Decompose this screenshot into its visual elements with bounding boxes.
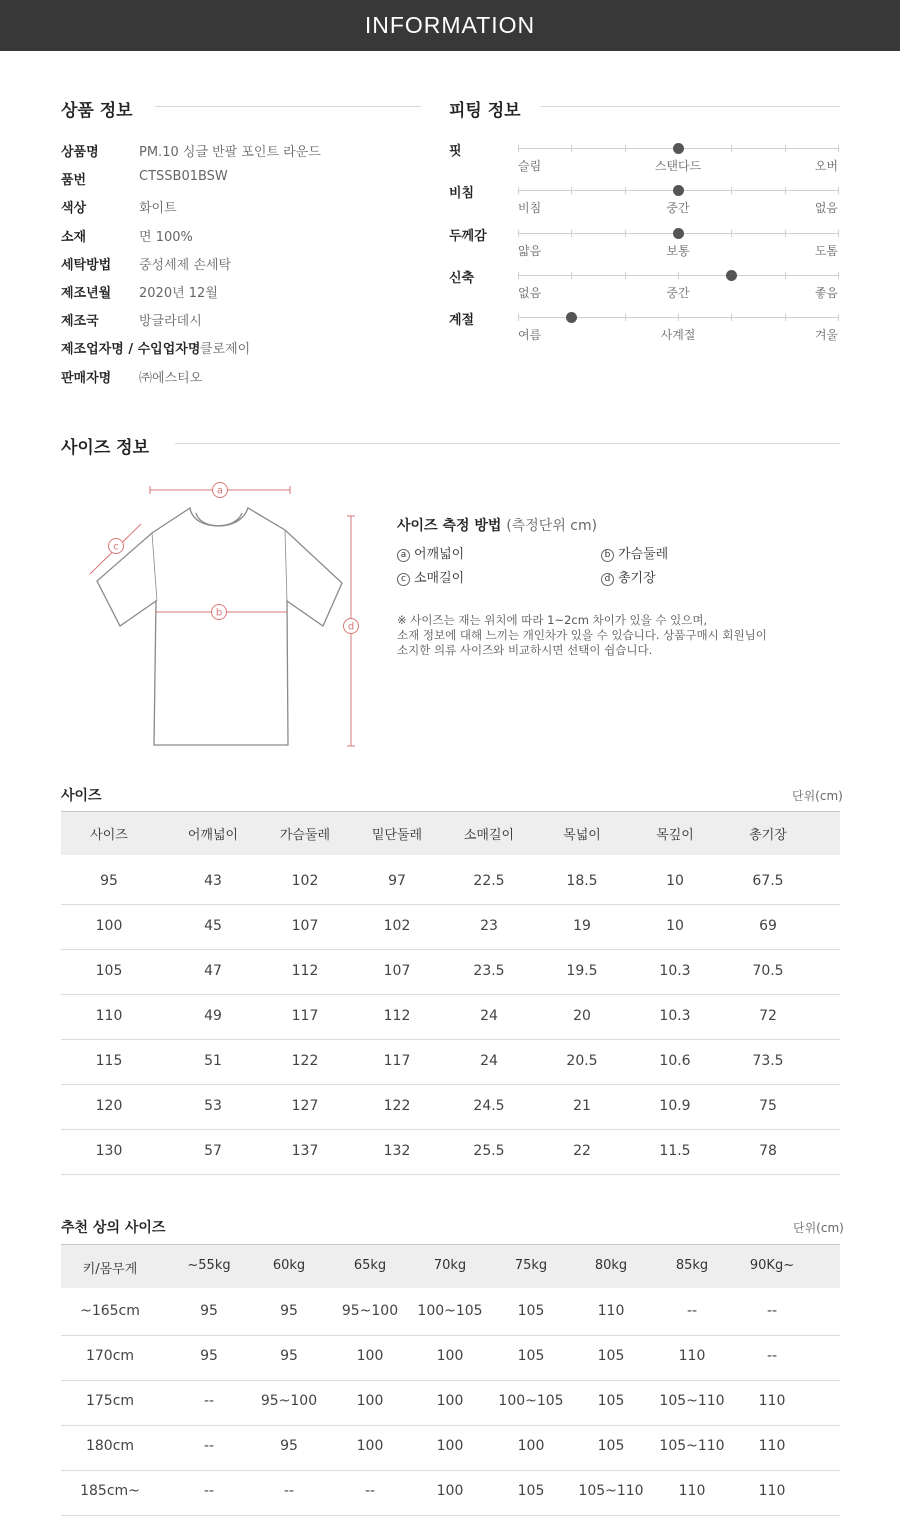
size-table-cell: 43 xyxy=(204,873,222,889)
fitting-tick xyxy=(838,187,839,194)
rec-table-cell: 95 xyxy=(280,1303,298,1319)
product-info-value: 2020년 12월 xyxy=(139,286,218,301)
measure-mark: d xyxy=(601,573,614,586)
fitting-option-left: 없음 xyxy=(518,285,542,300)
fitting-scale xyxy=(518,317,838,318)
size-table-cell: 19.5 xyxy=(566,963,598,979)
rec-table-cell: 110 xyxy=(678,1348,706,1364)
size-table-cell: 97 xyxy=(388,873,406,889)
note-line: 소재 정보에 대해 느끼는 개인차가 있을 수 있습니다. 상품구매시 회원님이 xyxy=(397,628,767,642)
size-info-title: 사이즈 정보 xyxy=(61,438,150,458)
rec-table-cell: 100~105 xyxy=(498,1393,564,1409)
fitting-tick xyxy=(518,314,519,321)
size-table-cell: 10 xyxy=(666,918,684,934)
product-info-label: 세탁방법 xyxy=(61,257,112,273)
diagram-mark-label-a: a xyxy=(216,485,224,497)
fitting-option-mid: 중간 xyxy=(666,201,690,216)
size-table-cell: 105 xyxy=(95,963,123,979)
fitting-label: 신축 xyxy=(449,270,475,286)
size-table-cell: 75 xyxy=(759,1098,777,1114)
product-info-value: CTSSB01BSW xyxy=(139,169,228,185)
fitting-option-mid: 보통 xyxy=(666,243,690,258)
size-table-cell: 24.5 xyxy=(473,1098,505,1114)
size-table-cell: 122 xyxy=(383,1098,411,1114)
size-table-cell: 10.6 xyxy=(659,1053,691,1069)
rec-table-cell: -- xyxy=(766,1303,778,1319)
product-info-label: 소재 xyxy=(61,229,87,245)
fitting-label: 핏 xyxy=(449,144,462,159)
fitting-marker xyxy=(673,228,684,239)
size-table-cell: 107 xyxy=(291,918,319,934)
rec-table-cell: 110 xyxy=(758,1438,786,1454)
size-table-cell: 69 xyxy=(759,918,777,934)
rec-table-cell: 105~110 xyxy=(578,1483,644,1499)
rec-table-cell: -- xyxy=(203,1393,215,1409)
fitting-info-title: 피팅 정보 xyxy=(449,101,521,121)
size-table-cell: 120 xyxy=(95,1098,123,1114)
measure-method-title xyxy=(397,515,597,535)
fitting-tick xyxy=(518,187,519,194)
size-table-unit: 단위(cm) xyxy=(792,789,843,803)
measure-item xyxy=(601,567,656,586)
fitting-tick xyxy=(571,230,572,237)
rec-table-cell: -- xyxy=(283,1483,295,1499)
measure-label: 어깨넓이 xyxy=(414,547,465,562)
rec-table-header-cell: 85kg xyxy=(675,1258,709,1273)
rec-table-cell: -- xyxy=(364,1483,376,1499)
size-table-cell: 57 xyxy=(204,1143,222,1159)
size-table-header-cell: 총기장 xyxy=(749,828,787,843)
size-table-cell: 100 xyxy=(95,918,123,934)
size-table-header-cell: 목깊이 xyxy=(656,828,694,843)
fitting-option-left: 비침 xyxy=(518,201,542,216)
fitting-tick xyxy=(731,187,732,194)
rec-table-cell: 105~110 xyxy=(659,1438,725,1454)
fitting-option-right: 없음 xyxy=(814,201,838,216)
size-table-header-cell: 목넓이 xyxy=(563,828,601,843)
size-table-header-cell: 가슴둘레 xyxy=(279,828,331,843)
note-line: ※ 사이즈는 재는 위치에 따라 1~2cm 차이가 있을 수 있으며, xyxy=(397,613,708,627)
tshirt-diagram xyxy=(80,478,380,753)
fitting-label: 비침 xyxy=(449,186,475,202)
size-table-cell: 18.5 xyxy=(566,873,598,889)
size-table-cell: 11.5 xyxy=(659,1143,691,1159)
fitting-tick xyxy=(625,187,626,194)
size-table-cell: 24 xyxy=(480,1008,498,1024)
product-info-label: 색상 xyxy=(61,201,87,217)
fitting-label: 계절 xyxy=(449,313,475,329)
size-table-row-divider xyxy=(61,904,840,905)
fitting-option-mid: 사계절 xyxy=(660,328,696,343)
note-line: 소지한 의류 사이즈와 비교하시면 선택이 쉽습니다. xyxy=(397,643,653,657)
fitting-option-right: 겨울 xyxy=(814,328,838,343)
size-table-row-divider xyxy=(61,994,840,995)
measure-label: 총기장 xyxy=(618,571,656,586)
size-table-cell: 23.5 xyxy=(473,963,505,979)
fitting-tick xyxy=(838,230,839,237)
size-table-cell: 112 xyxy=(291,963,319,979)
measure-item xyxy=(397,567,464,586)
rec-table-cell: 95~100 xyxy=(260,1393,318,1409)
measure-method-label: 사이즈 측정 방법 xyxy=(397,518,502,534)
size-table-cell: 70.5 xyxy=(752,963,784,979)
size-table-row-divider xyxy=(61,1174,840,1175)
rec-table-cell: -- xyxy=(203,1483,215,1499)
size-table-cell: 22.5 xyxy=(473,873,505,889)
size-table-cell: 67.5 xyxy=(752,873,784,889)
size-table-cell: 115 xyxy=(95,1053,123,1069)
diagram-mark-label-d: d xyxy=(347,621,355,633)
rec-table-cell: 95 xyxy=(200,1348,218,1364)
size-table-cell: 10.9 xyxy=(659,1098,691,1114)
rec-table-cell: 110 xyxy=(597,1303,625,1319)
rec-table-cell: 175cm xyxy=(85,1393,135,1409)
rec-table-cell: 105 xyxy=(597,1438,625,1454)
measure-mark: a xyxy=(397,549,410,562)
diagram-mark-label-b: b xyxy=(215,607,223,619)
rec-table-cell: 105 xyxy=(517,1483,545,1499)
fitting-option-right: 오버 xyxy=(814,159,838,173)
measure-label: 소매길이 xyxy=(414,571,465,586)
rec-table-cell: 95 xyxy=(280,1438,298,1454)
fitting-marker xyxy=(566,312,577,323)
size-table-cell: 20.5 xyxy=(566,1053,598,1069)
rec-table-title: 추천 상의 사이즈 xyxy=(61,1220,166,1236)
size-table-cell: 10.3 xyxy=(659,1008,691,1024)
size-table-header-cell: 사이즈 xyxy=(90,828,128,843)
fitting-marker xyxy=(673,143,684,154)
fitting-scale xyxy=(518,148,838,149)
size-table-row-divider xyxy=(61,949,840,950)
fitting-tick xyxy=(625,272,626,279)
product-info-value: PM.10 싱글 반팔 포인트 라운드 xyxy=(139,145,321,160)
size-table-cell: 47 xyxy=(204,963,222,979)
rec-table-row-divider xyxy=(61,1380,840,1381)
fitting-tick xyxy=(678,272,679,279)
measure-label: 가슴둘레 xyxy=(618,547,669,562)
size-table-cell: 72 xyxy=(759,1008,777,1024)
fitting-tick xyxy=(678,314,679,321)
fitting-tick xyxy=(785,314,786,321)
size-table-cell: 78 xyxy=(759,1143,777,1159)
rec-table-row-divider xyxy=(61,1515,840,1516)
size-table-cell: 19 xyxy=(573,918,591,934)
rec-table-header-cell: 90Kg~ xyxy=(749,1258,795,1273)
size-info-divider xyxy=(175,443,840,444)
fitting-tick xyxy=(518,230,519,237)
fitting-tick xyxy=(785,187,786,194)
fitting-scale xyxy=(518,233,838,234)
rec-table-cell: ~165cm xyxy=(80,1303,140,1319)
product-info-value: 방글라데시 xyxy=(139,314,202,330)
rec-table-cell: 185cm~ xyxy=(80,1483,140,1499)
rec-table-header-cell: 80kg xyxy=(594,1258,628,1273)
fitting-tick xyxy=(571,272,572,279)
fitting-tick xyxy=(785,230,786,237)
rec-table-header-cell: 60kg xyxy=(272,1258,306,1273)
fitting-tick xyxy=(518,272,519,279)
fitting-tick xyxy=(625,314,626,321)
rec-table-cell: -- xyxy=(686,1303,698,1319)
fitting-tick xyxy=(838,314,839,321)
measure-mark: c xyxy=(397,573,410,586)
fitting-tick xyxy=(785,145,786,152)
product-info-label: 제조업자명 / 수입업자명 xyxy=(61,342,201,358)
size-table-cell: 10.3 xyxy=(659,963,691,979)
size-table-row-divider xyxy=(61,1039,840,1040)
fitting-option-left: 여름 xyxy=(518,328,542,343)
size-table-cell: 137 xyxy=(291,1143,319,1159)
rec-table-cell: 95~100 xyxy=(341,1303,399,1319)
rec-table-cell: 100 xyxy=(436,1393,464,1409)
diagram-mark-label-c: c xyxy=(113,541,119,553)
rec-table-unit: 단위(cm) xyxy=(793,1221,844,1235)
size-table-cell: 23 xyxy=(480,918,498,934)
measure-item xyxy=(601,543,668,562)
rec-table-cell: 105 xyxy=(517,1348,545,1364)
tshirt-seam-left xyxy=(152,533,157,601)
fitting-option-left: 얇음 xyxy=(518,243,542,258)
size-table-cell: 22 xyxy=(573,1143,591,1159)
rec-table-row-divider xyxy=(61,1425,840,1426)
rec-table-cell: 170cm xyxy=(85,1348,135,1364)
fitting-scale xyxy=(518,275,838,276)
size-table-header-cell: 밑단둘레 xyxy=(371,828,423,843)
size-table-cell: 117 xyxy=(291,1008,319,1024)
size-table-row-divider xyxy=(61,1129,840,1130)
product-info-value: 화이트 xyxy=(139,201,177,217)
product-info-label: 제조년월 xyxy=(61,286,112,301)
fitting-option-mid: 스탠다드 xyxy=(654,159,702,173)
rec-table-header-cell: 70kg xyxy=(433,1258,467,1273)
product-info-divider xyxy=(155,106,421,107)
measure-mark: b xyxy=(601,549,614,562)
product-info-value: 면 100% xyxy=(139,229,193,245)
rec-table-cell: 100~105 xyxy=(417,1303,483,1319)
size-table-row-divider xyxy=(61,1084,840,1085)
fitting-tick xyxy=(625,230,626,237)
rec-table-cell: 95 xyxy=(200,1303,218,1319)
product-info-value: ㈜에스티오 xyxy=(139,370,203,386)
rec-table-cell: 105 xyxy=(597,1348,625,1364)
rec-table-header-cell: ~55kg xyxy=(187,1258,231,1273)
rec-table-cell: 110 xyxy=(758,1483,786,1499)
fitting-tick xyxy=(518,145,519,152)
rec-table-cell: 100 xyxy=(436,1438,464,1454)
size-table-cell: 24 xyxy=(480,1053,498,1069)
product-info-label: 품번 xyxy=(61,173,87,189)
measure-unit: (측정단위 cm) xyxy=(506,518,598,534)
fitting-info-divider xyxy=(540,106,840,107)
size-table-cell: 53 xyxy=(204,1098,222,1114)
rec-table-row-divider xyxy=(61,1470,840,1471)
rec-table-cell: 100 xyxy=(436,1483,464,1499)
size-table-cell: 102 xyxy=(383,918,411,934)
information-header: INFORMATION xyxy=(0,0,900,51)
fitting-tick xyxy=(731,230,732,237)
rec-table-header-cell: 75kg xyxy=(514,1258,548,1273)
size-table-cell: 20 xyxy=(573,1008,591,1024)
fitting-tick xyxy=(731,145,732,152)
rec-table-row-divider xyxy=(61,1335,840,1336)
fitting-tick xyxy=(625,145,626,152)
fitting-scale xyxy=(518,190,838,191)
size-table-cell: 21 xyxy=(573,1098,591,1114)
size-table-cell: 107 xyxy=(383,963,411,979)
rec-table-cell: 105 xyxy=(517,1303,545,1319)
size-table-cell: 127 xyxy=(291,1098,319,1114)
rec-table-header-cell: 키/몸무게 xyxy=(82,1262,138,1277)
fitting-label: 두께감 xyxy=(449,228,487,244)
product-info-title: 상품 정보 xyxy=(61,101,133,121)
size-table-cell: 95 xyxy=(100,873,118,889)
size-table-cell: 10 xyxy=(666,873,684,889)
size-table-cell: 73.5 xyxy=(752,1053,784,1069)
measure-item xyxy=(397,543,464,562)
rec-table-cell: -- xyxy=(203,1438,215,1454)
size-table-cell: 132 xyxy=(383,1143,411,1159)
size-table-cell: 117 xyxy=(383,1053,411,1069)
fitting-marker xyxy=(673,185,684,196)
size-table-cell: 130 xyxy=(95,1143,123,1159)
rec-table-cell: 100 xyxy=(436,1348,464,1364)
size-table-cell: 45 xyxy=(204,918,222,934)
rec-table-cell: -- xyxy=(766,1348,778,1364)
tshirt-outline xyxy=(97,508,342,745)
rec-table-cell: 105~110 xyxy=(659,1393,725,1409)
size-table-title: 사이즈 xyxy=(61,788,102,804)
product-info-label: 제조국 xyxy=(61,314,99,330)
size-table-header-cell: 소매길이 xyxy=(463,828,515,843)
size-table-cell: 25.5 xyxy=(473,1143,505,1159)
size-table-cell: 102 xyxy=(291,873,319,889)
size-table-cell: 110 xyxy=(95,1008,123,1024)
rec-table-cell: 100 xyxy=(356,1348,384,1364)
rec-table-cell: 100 xyxy=(517,1438,545,1454)
rec-table-cell: 180cm xyxy=(85,1438,135,1454)
fitting-option-right: 좋음 xyxy=(814,285,838,300)
tshirt-seam-right xyxy=(285,530,287,601)
fitting-marker xyxy=(726,270,737,281)
product-info-value: 중성세제 손세탁 xyxy=(139,257,232,273)
size-table-cell: 122 xyxy=(291,1053,319,1069)
size-table-cell: 49 xyxy=(204,1008,222,1024)
fitting-tick xyxy=(785,272,786,279)
rec-table-header-cell: 65kg xyxy=(353,1258,387,1273)
rec-table-cell: 100 xyxy=(356,1393,384,1409)
fitting-option-left: 슬림 xyxy=(518,159,542,173)
rec-table-cell: 105 xyxy=(597,1393,625,1409)
fitting-option-mid: 중간 xyxy=(666,285,690,300)
rec-table-cell: 100 xyxy=(356,1438,384,1454)
rec-table-cell: 95 xyxy=(280,1348,298,1364)
rec-table-cell: 110 xyxy=(758,1393,786,1409)
fitting-tick xyxy=(571,187,572,194)
rec-table-cell: 110 xyxy=(678,1483,706,1499)
fitting-tick xyxy=(838,145,839,152)
product-info-label: 판매자명 xyxy=(61,370,112,386)
product-info-label: 상품명 xyxy=(61,145,99,160)
fitting-tick xyxy=(571,145,572,152)
fitting-option-right: 도톰 xyxy=(814,243,838,258)
product-info-value: 클로제이 xyxy=(200,342,251,358)
fitting-tick xyxy=(838,272,839,279)
size-table-cell: 112 xyxy=(383,1008,411,1024)
size-table-cell: 51 xyxy=(204,1053,222,1069)
size-table-header-cell: 어깨넓이 xyxy=(187,828,239,843)
fitting-tick xyxy=(731,314,732,321)
